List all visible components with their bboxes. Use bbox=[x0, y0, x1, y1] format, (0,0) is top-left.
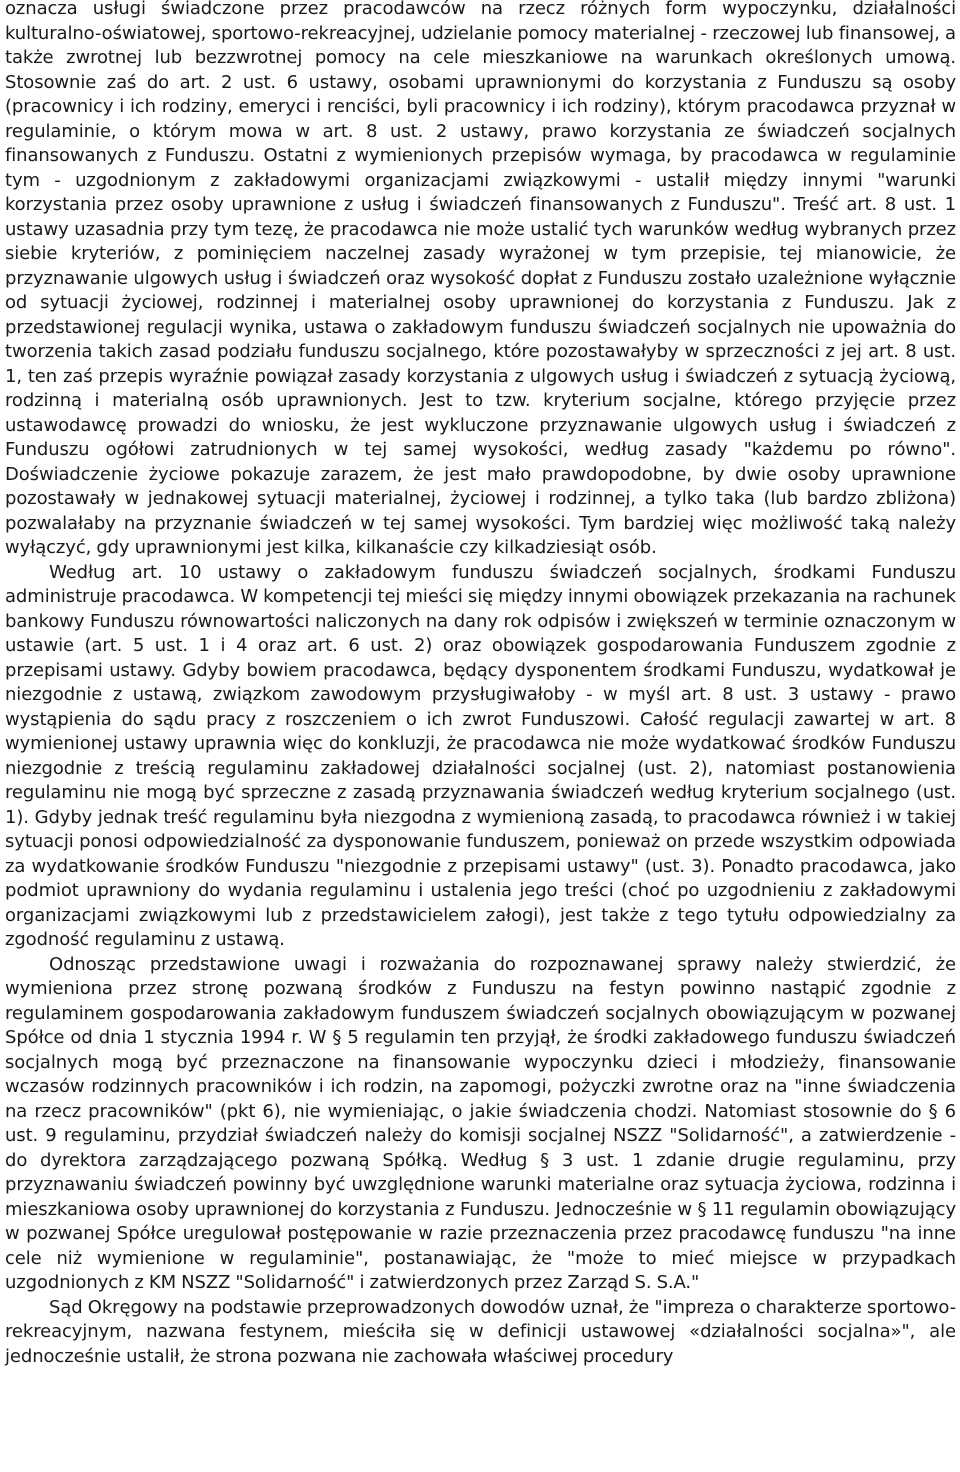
paragraph-1: oznacza usługi świadczone przez pracodawców na rzecz różnych form wypoczynku, działalności kulturalno-oświatowej, sportowo-rekreacyjnej, udzielanie pomocy materialnej - rzeczowej lub finansowej, a także zwrotnej lub bezzwrotnej pomocy na cele mieszkaniowe na warunkach określonych umową. Stosownie zaś do art. 2 ust. 6 ustawy, osobami uprawnionymi do korzystania z Funduszu są osoby (pracownicy i ich rodziny, emeryci i renciści, byli pracownicy i ich rodziny), którym pracodawca przyznał w regulaminie, o którym mowa w art. 8 ust. 2 ustawy, prawo korzystania ze świadczeń socjalnych finansowanych z Funduszu. Ostatni z wymienionych przepisów wymaga, by pracodawca w regulaminie tym - uzgodnionym z zakładowymi organizacjami związkowymi - ustalił między innymi "warunki korzystania przez osoby uprawnione z usług i świadczeń finansowanych z Funduszu". Treść art. 8 ust. 1 ustawy uzasadnia przy tym tezę, że pracodawca nie może ustalić tych warunków według wybranych przez siebie kryteriów, z pominięciem naczelnej zasady wyrażonej w tym przepisie, tej mianowicie, że przyznawanie ulgowych usług i świadczeń oraz wysokość dopłat z Funduszu zostało uzależnione wyłącznie od sytuacji życiowej, rodzinnej i materialnej osoby uprawnionej do korzystania z Funduszu. Jak z przedstawionej regulacji wynika, ustawa o zakładowym funduszu świadczeń socjalnych nie upoważnia do tworzenia takich zasad podziału funduszu socjalnego, które pozostawałyby w sprzeczności z jej art. 8 ust. 1, ten zaś przepis wyraźnie powiązał zasady korzystania z ulgowych usług i świadczeń z sytuacją życiową, rodzinną i materialną osób uprawnionych. Jest to tzw. kryterium socjalne, którego przyjęcie przez ustawodawcę prowadzi do wniosku, że jest wykluczone przyznawanie ulgowych usług i świadczeń z Funduszu ogółowi zatrudnionych w tej samej wysokości, według zasady "każdemu po równo". Doświadczenie życiowe pokazuje zarazem, że jest mało prawdopodobne, by dwie osoby uprawnione pozostawały w jednakowej sytuacji materialnej, życiowej i rodzinnej, a tylko taka (lub bardzo zbliżona) pozwalałaby na przyznanie świadczeń w tej samej wysokości. Tym bardziej więc możliwość taką należy wyłączyć, gdy uprawnionymi jest kilka, kilkanaście czy kilkadziesiąt osób. bbox=[5, 0, 956, 558]
paragraph-4: Sąd Okręgowy na podstawie przeprowadzonych dowodów uznał, że "impreza o charakterze sportowo-rekreacyjnym, nazwana festynem, mieściła się w definicji ustawowej «działalności socjalna»", ale jednocześnie ustalił, że strona pozwana nie zachowała właściwej procedury bbox=[5, 1296, 956, 1367]
paragraph-3: Odnosząc przedstawione uwagi i rozważania do rozpoznawanej sprawy należy stwierdzić, że wymieniona przez stronę pozwaną środków z Funduszu na festyn powinno nastąpić zgodnie z regulaminem gospodarowania zakładowym funduszem świadczeń socjalnych obowiązującym w pozwanej Spółce od dnia 1 stycznia 1994 r. W § 5 regulamin ten przyjął, że środki zakładowego funduszu świadczeń socjalnych mogą być przeznaczone na finansowanie wypoczynku dzieci i młodzieży, finansowanie wczasów rodzinnych pracowników i ich rodzin, na zapomogi, pożyczki zwrotne oraz na "inne świadczenia na rzecz pracowników" (pkt 6), nie wymieniając, o jakie świadczenia chodzi. Natomiast stosownie do § 6 ust. 9 regulaminu, przydział świadczeń należy do komisji socjalnej NSZZ "Solidarność", a zatwierdzenie - do dyrektora zarządzającego pozwaną Spółką. Według § 3 ust. 1 zdanie drugie regulaminu, przy przyznawaniu świadczeń powinny być uwzględnione warunki materialne oraz sytuacja życiowa, rodzinna i mieszkaniowa osoby uprawnionej do korzystania z Funduszu. Jednocześnie w § 11 regulamin obowiązujący w pozwanej Spółce uregulował postępowanie w razie przeznaczenia przez pracodawcę funduszu "na inne cele niż wymienione w regulaminie", postanawiając, że "może to mieć miejsce w przypadkach uzgodnionych z KM NSZZ "Solidarność" i zatwierdzonych przez Zarząd S. S.A." bbox=[5, 953, 956, 1293]
paragraph-2: Według art. 10 ustawy o zakładowym funduszu świadczeń socjalnych, środkami Funduszu administruje pracodawca. W kompetencji tej mieści się między innymi obowiązek przekazania na rachunek bankowy Funduszu równowartości naliczonych na dany rok odpisów i zwiększeń w terminie oznaczonym w ustawie (art. 5 ust. 1 i 4 oraz art. 6 ust. 2) oraz obowiązek gospodarowania Funduszem zgodnie z przepisami ustawy. Gdyby bowiem pracodawca, będący dysponentem środkami Funduszu, wydatkował je niezgodnie z ustawą, związkom zawodowym przysługiwałoby - w myśl art. 8 ust. 3 ustawy - prawo wystąpienia do sądu pracy z roszczeniem o ich zwrot Funduszowi. Całość regulacji zawartej w art. 8 wymienionej ustawy uprawnia więc do konkluzji, że pracodawca nie może wydatkować środków Funduszu niezgodnie z treścią regulaminu zakładowej działalności socjalnej (ust. 2), natomiast postanowienia regulaminu nie mogą być sprzeczne z zasadą przyznawania świadczeń według kryterium socjalnego (ust. 1). Gdyby jednak treść regulaminu była niezgodna z wymienioną zasadą, to pracodawca również i w takiej sytuacji ponosi odpowiedzialność za dysponowanie funduszem, ponieważ on przede wszystkim odpowiada za wydatkowanie środków Funduszu "niezgodnie z przepisami ustawy" (ust. 3). Ponadto pracodawca, jako podmiot uprawniony do wydania regulaminu i ustalenia jego treści (choć po uzgodnieniu z zakładowymi organizacjami związkowymi lub z przedstawicielem załogi), jest także z tego tytułu odpowiedzialny za zgodność regulaminu z ustawą. bbox=[5, 561, 956, 950]
